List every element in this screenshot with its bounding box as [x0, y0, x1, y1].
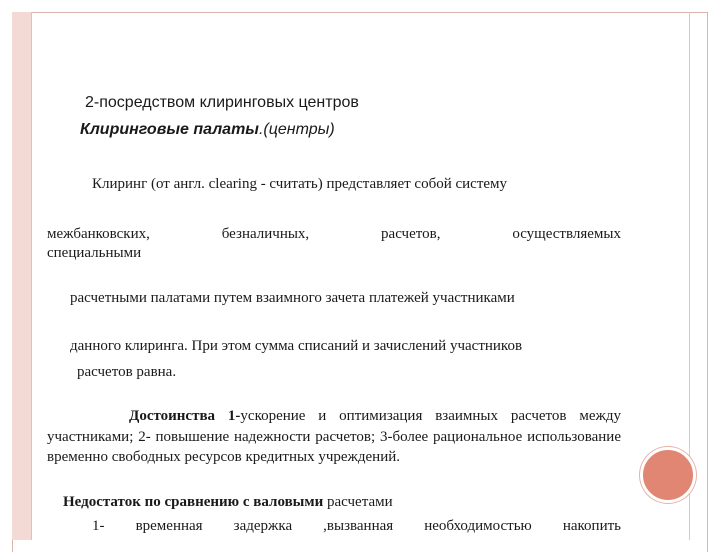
- word: осуществляемых: [512, 226, 621, 242]
- definition-line-5: данного клиринга. При этом сумма списаний и зачислений участников: [70, 338, 523, 354]
- heading-bold: Клиринговые палаты: [80, 121, 259, 138]
- slide-frame: [12, 12, 708, 552]
- advantages-paragraph: [47, 406, 621, 468]
- word: временная: [135, 518, 203, 534]
- heading-line-2: [80, 121, 335, 139]
- word: безналичных,: [221, 226, 310, 242]
- word: задержка: [233, 518, 293, 534]
- advantages-label: Достоинства 1-: [129, 408, 241, 424]
- decorative-circle: [640, 447, 696, 503]
- slide-left-bar: [12, 12, 32, 540]
- definition-line-2: [47, 226, 621, 243]
- disadvantage-label: Недостаток по сравнению с валовыми: [63, 494, 324, 510]
- definition-line-4: расчетными палатами путем взаимного зачета платежей участниками: [70, 290, 515, 306]
- word: накопить: [562, 518, 621, 534]
- advantages-text: ускорение и оптимизация взаимных расчетов между участниками; 2- повышение надежности расчетов; 3-более рациональное использование временно свободных ресурсов кредитных учреждений.: [47, 408, 621, 465]
- word: 1-: [92, 518, 105, 534]
- definition-line-6: расчетов равна.: [77, 364, 177, 380]
- disadvantage-line: [63, 494, 393, 511]
- last-line: [92, 518, 621, 535]
- word: необходимостью: [424, 518, 532, 534]
- definition-line-1: Клиринг (от англ. clearing - считать) представляет собой систему: [92, 176, 508, 192]
- disadvantage-text: расчетами: [323, 494, 393, 510]
- heading-line-1: 2-посредством клиринговых центров: [85, 94, 359, 111]
- word: расчетов,: [381, 226, 441, 242]
- definition-line-3: специальными: [47, 245, 142, 261]
- word: ,вызванная: [323, 518, 394, 534]
- word: межбанковских,: [47, 226, 150, 242]
- heading-suffix: .(центры): [258, 121, 335, 138]
